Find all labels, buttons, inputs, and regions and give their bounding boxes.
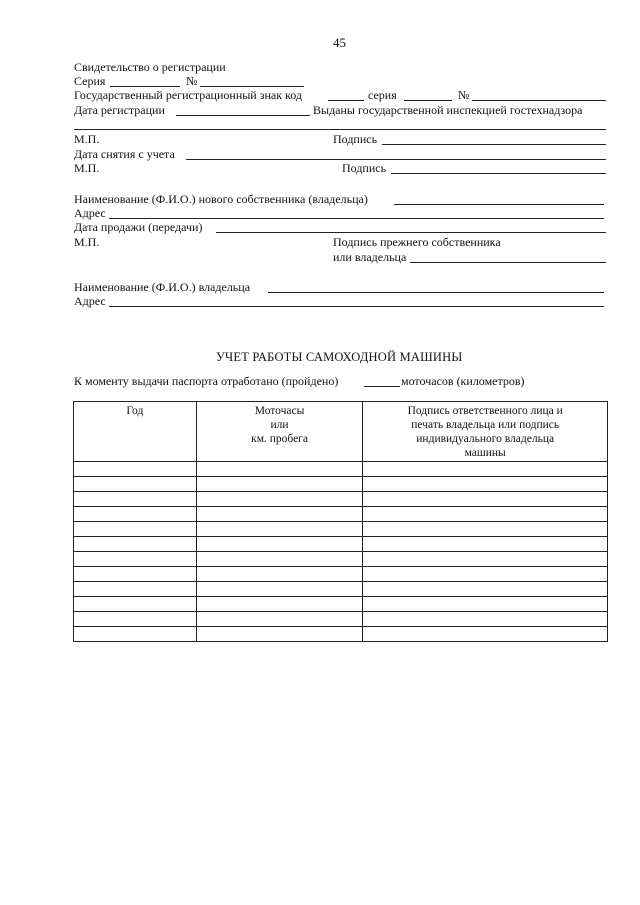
new-owner-address-field[interactable] bbox=[109, 218, 604, 219]
sale-date-label: Дата продажи (передачи) bbox=[74, 220, 203, 234]
prev-owner-signature-label-1: Подпись прежнего собственника bbox=[333, 235, 501, 249]
table-row bbox=[74, 612, 608, 627]
table-row bbox=[74, 492, 608, 507]
column-header-year bbox=[74, 402, 197, 462]
owner-name-label: Наименование (Ф.И.О.) владельца bbox=[74, 280, 251, 294]
prev-owner-signature-field[interactable] bbox=[410, 262, 606, 263]
sale-date-field[interactable] bbox=[216, 232, 606, 233]
year-cell[interactable] bbox=[74, 522, 197, 537]
stamp-place-1: М.П. bbox=[74, 132, 100, 146]
column-header-signature-line-1: Подпись ответственного лица и bbox=[407, 405, 563, 417]
hours-cell[interactable] bbox=[196, 477, 363, 492]
registration-certificate-label: Свидетельство о регистрации bbox=[74, 60, 226, 74]
series-label: Серия bbox=[74, 74, 106, 88]
new-owner-name-label: Наименование (Ф.И.О.) нового собственника (владельца) bbox=[74, 192, 368, 206]
work-log-intro-prefix: К моменту выдачи паспорта отработано (пройдено) bbox=[74, 374, 339, 388]
hours-cell[interactable] bbox=[196, 552, 363, 567]
work-log-intro-suffix: моточасов (километров) bbox=[401, 374, 525, 388]
year-cell[interactable] bbox=[74, 507, 197, 522]
hours-cell[interactable] bbox=[196, 462, 363, 477]
signature-field-2[interactable] bbox=[391, 173, 606, 174]
hours-cell[interactable] bbox=[196, 522, 363, 537]
new-owner-name-field[interactable] bbox=[394, 204, 604, 205]
hours-cell[interactable] bbox=[196, 597, 363, 612]
signature-cell[interactable] bbox=[363, 492, 608, 507]
hours-cell[interactable] bbox=[196, 537, 363, 552]
column-header-signature-line-3: индивидуального владельца bbox=[416, 433, 555, 445]
signature-cell[interactable] bbox=[363, 522, 608, 537]
table-row bbox=[74, 522, 608, 537]
year-cell[interactable] bbox=[74, 492, 197, 507]
hours-cell[interactable] bbox=[196, 492, 363, 507]
column-header-signature-line-4: машины bbox=[464, 447, 506, 459]
table-row bbox=[74, 507, 608, 522]
table-row bbox=[74, 537, 608, 552]
column-header-hours bbox=[196, 402, 363, 462]
signature-cell[interactable] bbox=[363, 462, 608, 477]
owner-address-field[interactable] bbox=[109, 306, 604, 307]
column-header-hours-line-3: км. пробега bbox=[251, 433, 309, 445]
work-log-table bbox=[73, 401, 608, 642]
number-label: № bbox=[186, 74, 198, 88]
issued-by-text: Выданы государственной инспекцией гостехнадзора bbox=[313, 103, 583, 117]
signature-label-1: Подпись bbox=[333, 132, 378, 146]
signature-cell[interactable] bbox=[363, 567, 608, 582]
hours-cell[interactable] bbox=[196, 507, 363, 522]
signature-cell[interactable] bbox=[363, 477, 608, 492]
stamp-place-2: М.П. bbox=[74, 161, 100, 175]
deregistration-date-label: Дата снятия с учета bbox=[74, 147, 175, 161]
year-cell[interactable] bbox=[74, 612, 197, 627]
column-header-signature-line-2: печать владельца или подпись bbox=[411, 419, 560, 431]
registration-date-label: Дата регистрации bbox=[74, 103, 165, 117]
year-cell[interactable] bbox=[74, 567, 197, 582]
table-row bbox=[74, 552, 608, 567]
owner-address-label: Адрес bbox=[74, 294, 106, 308]
year-cell[interactable] bbox=[74, 462, 197, 477]
signature-cell[interactable] bbox=[363, 507, 608, 522]
registration-date-field[interactable] bbox=[176, 115, 310, 116]
issued-by-field[interactable] bbox=[74, 129, 606, 130]
series-field[interactable] bbox=[110, 86, 180, 87]
column-header-hours-line-2: или bbox=[270, 419, 289, 431]
work-log-header-row bbox=[74, 402, 608, 462]
year-cell[interactable] bbox=[74, 627, 197, 642]
signature-label-2: Подпись bbox=[342, 161, 387, 175]
state-sign-series-field[interactable] bbox=[404, 100, 452, 101]
hours-cell[interactable] bbox=[196, 582, 363, 597]
owner-name-field[interactable] bbox=[268, 292, 604, 293]
hours-cell[interactable] bbox=[196, 612, 363, 627]
work-log-title: УЧЕТ РАБОТЫ САМОХОДНОЙ МАШИНЫ bbox=[216, 350, 463, 364]
state-sign-label: Государственный регистрационный знак код bbox=[74, 88, 303, 102]
table-row bbox=[74, 567, 608, 582]
year-cell[interactable] bbox=[74, 597, 197, 612]
signature-cell[interactable] bbox=[363, 612, 608, 627]
number-field[interactable] bbox=[200, 86, 304, 87]
year-cell[interactable] bbox=[74, 477, 197, 492]
signature-cell[interactable] bbox=[363, 552, 608, 567]
hours-cell[interactable] bbox=[196, 567, 363, 582]
table-row bbox=[74, 582, 608, 597]
state-sign-number-field[interactable] bbox=[472, 100, 606, 101]
signature-cell[interactable] bbox=[363, 537, 608, 552]
state-sign-code-field[interactable] bbox=[328, 100, 364, 101]
year-cell[interactable] bbox=[74, 582, 197, 597]
table-row bbox=[74, 627, 608, 642]
table-row bbox=[74, 477, 608, 492]
year-cell[interactable] bbox=[74, 552, 197, 567]
work-log-body bbox=[74, 462, 608, 642]
signature-cell[interactable] bbox=[363, 597, 608, 612]
prev-owner-signature-label-2: или владельца bbox=[333, 250, 407, 264]
hours-cell[interactable] bbox=[196, 627, 363, 642]
signature-cell[interactable] bbox=[363, 627, 608, 642]
column-header-signature bbox=[363, 402, 608, 462]
column-header-year-text: Год bbox=[126, 405, 144, 417]
page-number: 45 bbox=[333, 35, 346, 50]
table-row bbox=[74, 597, 608, 612]
state-sign-series-label: серия bbox=[368, 88, 397, 102]
year-cell[interactable] bbox=[74, 537, 197, 552]
table-row bbox=[74, 462, 608, 477]
column-header-hours-line-1: Моточасы bbox=[254, 405, 305, 417]
signature-field-1[interactable] bbox=[382, 144, 606, 145]
new-owner-address-label: Адрес bbox=[74, 206, 106, 220]
state-sign-number-label: № bbox=[458, 88, 470, 102]
signature-cell[interactable] bbox=[363, 582, 608, 597]
worked-hours-field[interactable] bbox=[364, 386, 400, 387]
deregistration-date-field[interactable] bbox=[186, 159, 606, 160]
stamp-place-3: М.П. bbox=[74, 235, 100, 249]
